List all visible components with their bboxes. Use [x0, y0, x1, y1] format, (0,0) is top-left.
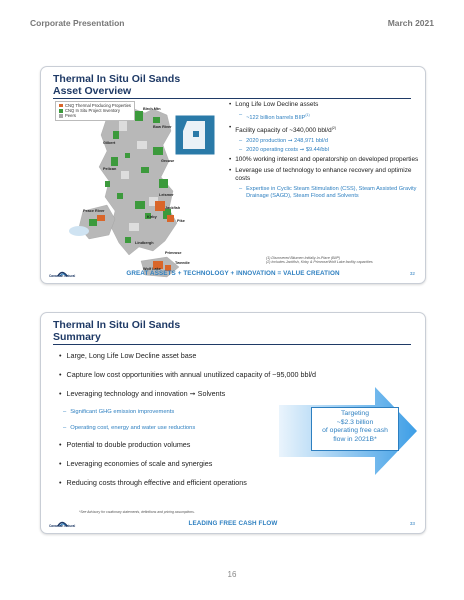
target-callout: Targeting ~$2.3 billion of operating free cash flow in 2021B* — [311, 407, 399, 451]
slide-page-number: 33 — [409, 521, 415, 526]
map-label: Bow River — [153, 125, 172, 129]
bullet: • Leverage use of technology to enhance recovery and optimize costs — [229, 166, 412, 182]
arrow-right-icon: ➞ — [299, 146, 305, 153]
summary-bullets — [59, 351, 389, 497]
title-rule — [53, 344, 411, 345]
slide-tagline: GREAT ASSETS + TECHNOLOGY + INNOVATION = VALUE CREATION — [126, 270, 340, 277]
bullet: • 100% working interest and operatorship on developed properties — [229, 155, 419, 163]
title-line-1: Thermal In Situ Oil Sands — [53, 319, 181, 331]
arrow-right-icon: ➞ — [189, 389, 196, 398]
slide-title — [53, 319, 180, 343]
title-line-2: Asset Overview — [53, 85, 132, 97]
map-label: Gilbert — [103, 141, 116, 145]
page-header — [30, 18, 434, 28]
map-label: Tweedie — [175, 261, 190, 265]
bullet: • Long Life Low Decline assets — [229, 101, 319, 108]
advisory-note: *See Advisory for cautionary statements, definitions and pricing assumptions. — [79, 510, 195, 514]
map-label: Peace River — [83, 209, 105, 213]
map-graphic — [49, 101, 229, 279]
arrow-right-icon: ➞ — [287, 137, 293, 144]
sub-bullet: – 2020 operating costs ➞ $9.44/bbl — [239, 146, 329, 153]
bullet: • Leveraging technology and innovation ➞ Solvents — [59, 389, 226, 398]
sub-bullet: – Expertise in Cyclic Steam Stimulation (CSS), Steam Assisted Gravity Drainage (SAGD), Steam Flood and Solvents — [239, 185, 417, 199]
header-right: March 2021 — [387, 18, 434, 28]
slide-asset-overview — [40, 66, 426, 284]
footnotes: (1) Discovered Bitumen Initially-In-Place (BIIP) (2) Includes Jackfish, Kirby & Primrose/Wolf Lake facility capacities — [266, 256, 373, 265]
title-rule — [53, 98, 411, 99]
legend-item: CNQ In Situ Project Inventory — [59, 108, 131, 113]
bullet: • Potential to double production volumes — [59, 440, 191, 449]
map-label: Wolf Lake — [143, 267, 161, 271]
sub-bullet: – Operating cost, energy and water use reductions — [63, 425, 196, 431]
slide-title — [53, 73, 180, 97]
title-line-1: Thermal In Situ Oil Sands — [53, 73, 181, 85]
legend-item: Peers — [59, 113, 131, 118]
map-label: Grouse — [161, 159, 175, 163]
slide-summary — [40, 312, 426, 534]
map-legend — [55, 101, 135, 121]
company-logo: Canadian Natural — [49, 515, 75, 529]
asset-map — [49, 101, 229, 279]
asset-bullets — [229, 101, 419, 202]
slide-page-number: 32 — [409, 271, 415, 276]
map-label: Pike — [177, 219, 185, 223]
bullet: • Large, Long Life Low Decline asset base — [59, 351, 197, 360]
map-label: Primrose — [165, 251, 182, 255]
map-label: Jackfish — [165, 206, 181, 210]
sub-bullet: – ~122 billion barrels BIIP$^{(1)}$ — [239, 112, 310, 121]
document-page-number: 16 — [227, 570, 237, 579]
bullet: • Reducing costs through effective and efficient operations — [59, 478, 247, 487]
map-label: Kirby — [147, 215, 157, 219]
sub-bullet: – Significant GHG emission improvements — [63, 409, 175, 415]
sub-bullet: – 2020 production ➞ 248,971 bbl/d — [239, 137, 328, 144]
title-line-2: Summary — [53, 331, 101, 343]
company-logo: Canadian Natural — [49, 265, 75, 279]
map-label: Lindbergh — [135, 241, 154, 245]
header-left: Corporate Presentation — [30, 18, 125, 28]
map-label: Leismer — [159, 193, 174, 197]
map-label: Birch Mtn — [143, 107, 161, 111]
map-label: Pelican — [103, 167, 117, 171]
bullet: • Leveraging economies of scale and synergies — [59, 459, 213, 468]
bullet: • Facility capacity of ~340,000 bbl/$d^{(2)}$ — [229, 123, 336, 134]
bullet: • Capture low cost opportunities with annual unutilized capacity of ~95,000 bbl/d — [59, 370, 317, 379]
slide-tagline: LEADING FREE CASH FLOW — [188, 520, 278, 527]
legend-item: CNQ Thermal Producing Properties — [59, 103, 131, 108]
